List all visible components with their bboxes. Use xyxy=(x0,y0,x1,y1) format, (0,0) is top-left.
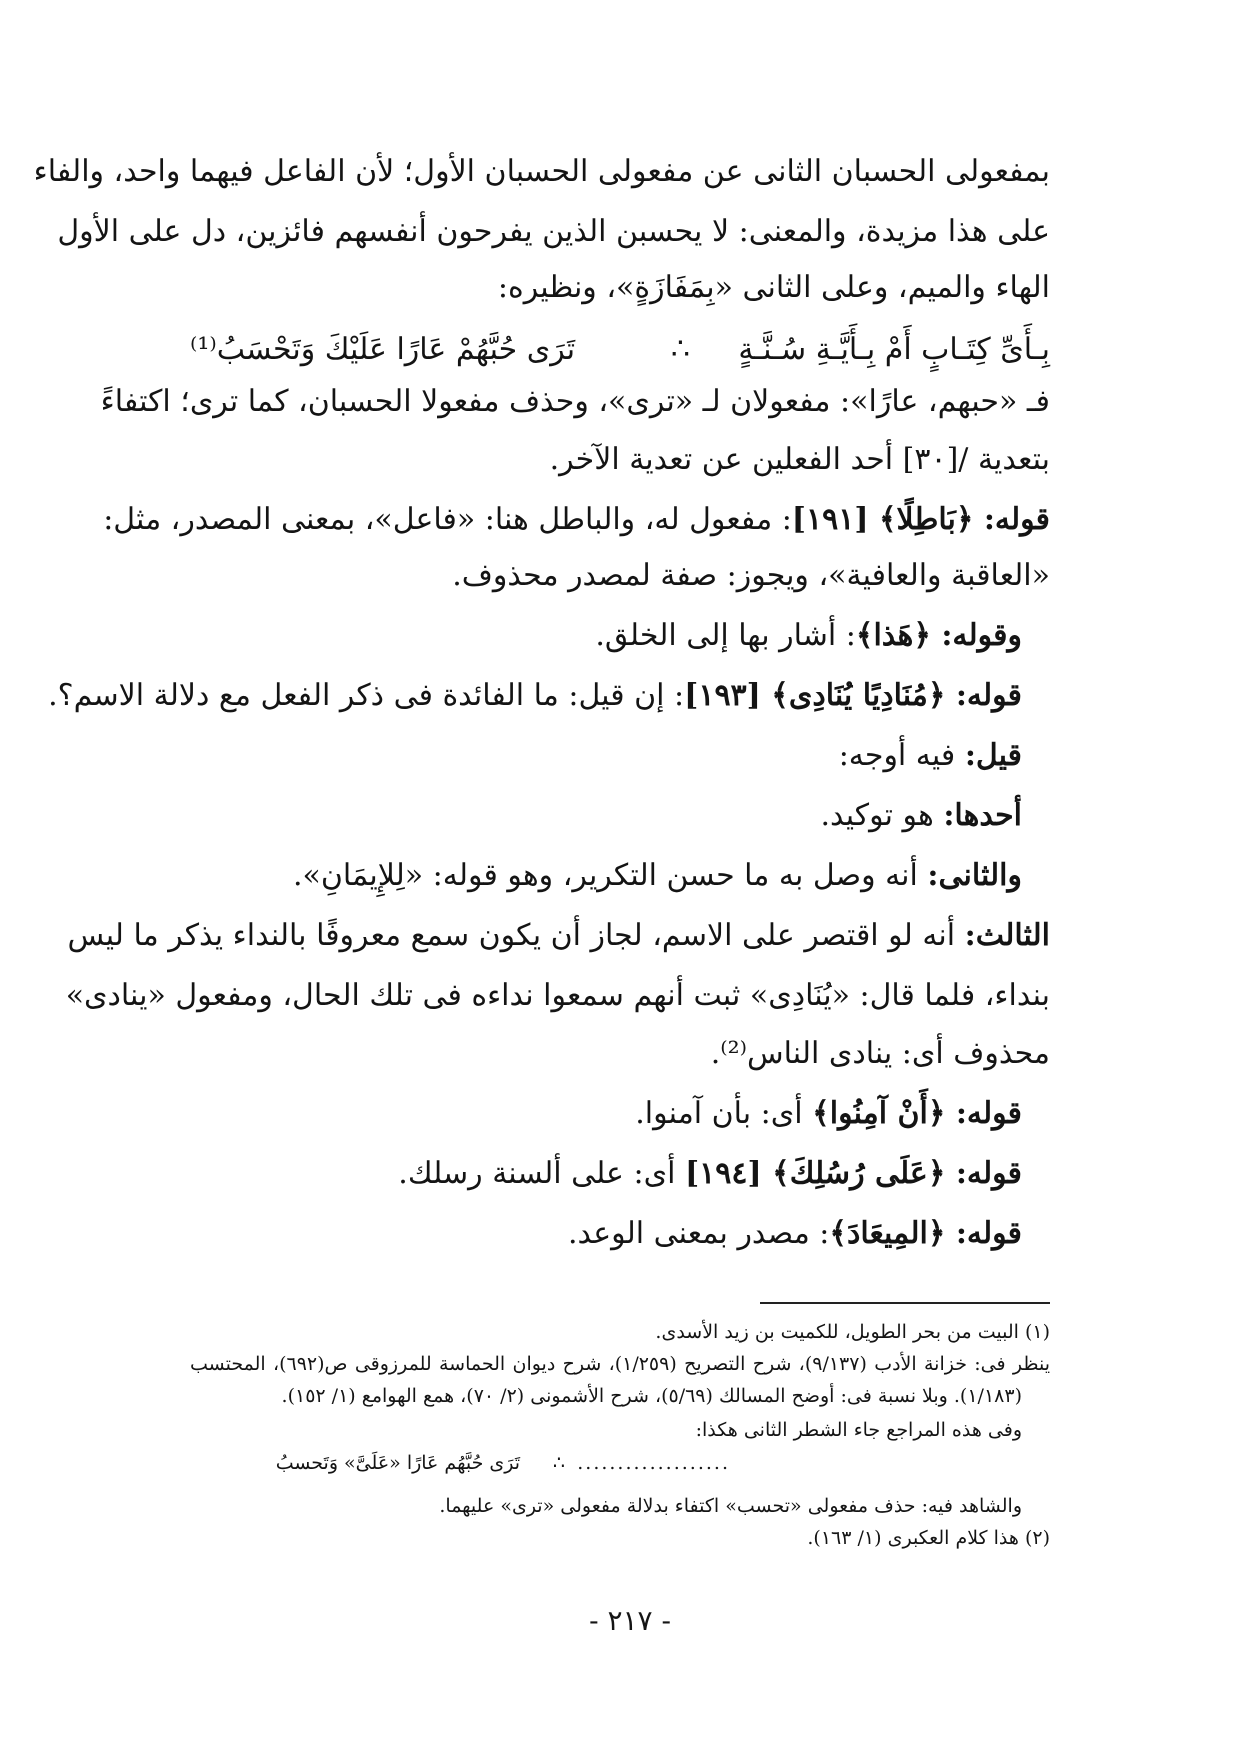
paragraph-text: أى: على ألسنة رسلك. xyxy=(398,1156,685,1191)
keyword: وقوله: ﴿هَذا﴾ xyxy=(855,618,1022,653)
paragraph-aminu xyxy=(162,1094,1022,1134)
paragraph-text: أنه وصل به ما حسن التكرير، وهو قوله: «لِلإِيمَانِ». xyxy=(292,858,928,893)
keyword: قوله: ﴿المِيعَادَ﴾ xyxy=(829,1216,1022,1251)
paragraph-text: أنه لو اقتصر على الاسم، لجاز أن يكون سمع معروفًا بالنداء يذكر ما ليس xyxy=(67,918,965,953)
text-line-2: على هذا مزيدة، والمعنى: لا يحسبن الذين يفرحون أنفسهم فائزين، دل على الأول xyxy=(57,214,1050,249)
paragraph-ahaduha xyxy=(162,796,1022,836)
paragraph-thani xyxy=(162,856,1022,896)
verse-first-hemistich: بِـأَىِّ كِتَـابٍ أَمْ بِـأَيَّـةِ سُـنَّـةٍ xyxy=(738,332,1050,367)
paragraph-batilan xyxy=(103,500,1050,540)
verse-separator: ∴ xyxy=(670,332,690,367)
paragraph-text: فيه أوجه: xyxy=(838,738,965,773)
keyword: قيل: xyxy=(964,738,1022,773)
text-line-1: بمفعولى الحسبان الثانى عن مفعولى الحسبان الأول؛ لأن الفاعل فيهما واحد، والفاء xyxy=(33,154,1050,189)
keyword: قوله: ﴿عَلَى رُسُلِكَ﴾ [١٩٤] xyxy=(684,1156,1022,1191)
footnote-verse-separator: ∴ xyxy=(552,1452,565,1474)
text-line-14: محذوف أى: ينادى الناس⁽²⁾. xyxy=(710,1036,1050,1071)
footnote-verse-dots: ................... xyxy=(577,1452,730,1474)
paragraph-qila xyxy=(162,736,1022,776)
footnote-line-2: ينظر فى: خزانة الأدب (٩/١٣٧)، شرح التصريح (١/٢٥٩)، شرح ديوان الحماسة للمرزوقى ص(٦٩٢)، المحتسب xyxy=(190,1353,1050,1375)
text-line-5: بتعدية /[٣٠] أحد الفعلين عن تعدية الآخر. xyxy=(549,442,1050,477)
keyword: أحدها: xyxy=(943,798,1022,833)
paragraph-munadiyan xyxy=(48,676,1022,716)
paragraph-text: هو توكيد. xyxy=(820,798,944,833)
footnote-verse xyxy=(190,1452,1050,1482)
footnote-2: (٢) هذا كلام العكبرى (١/ ١٦٣). xyxy=(807,1527,1050,1549)
keyword: قوله: ﴿بَاطِلًا﴾ [١٩١] xyxy=(791,502,1050,537)
footnote-verse-hemistich: تَرَى حُبَّهُم عَارًا «عَلَىَّ» وَتَحسبُ xyxy=(275,1452,520,1474)
paragraph-text: : مصدر بمعنى الوعد. xyxy=(567,1216,830,1251)
paragraph-text: : إن قيل: ما الفائدة فى ذكر الفعل مع دلالة الاسم؟. xyxy=(48,678,685,713)
paragraph-text: : مفعول له، والباطل هنا: «فاعل»، بمعنى المصدر، مثل: xyxy=(103,502,792,537)
keyword: الثالث: xyxy=(964,918,1050,953)
paragraph-text: أى: بأن آمنوا. xyxy=(635,1096,813,1131)
keyword: والثانى: xyxy=(927,858,1022,893)
text-line-7: «العاقبة والعافية»، ويجوز: صفة لمصدر محذوف. xyxy=(452,558,1050,593)
verse-second-hemistich: تَرَى حُبَّهُمْ عَارًا عَلَيْكَ وَتَحْسَبُ⁽¹⁾ xyxy=(190,332,576,367)
keyword: قوله: ﴿مُنَادِيًا يُنَادِى﴾ [١٩٣] xyxy=(684,678,1022,713)
poetry-verse xyxy=(190,328,1050,376)
footnote-1: (١) البيت من بحر الطويل، للكميت بن زيد الأسدى. xyxy=(655,1321,1050,1343)
paragraph-miad xyxy=(162,1214,1022,1254)
text-line-13: بنداء، فلما قال: «يُنَادِى» ثبت أنهم سمعوا نداءه فى تلك الحال، ومفعول «ينادى» xyxy=(65,978,1050,1013)
keyword: قوله: ﴿أَنْ آمِنُوا﴾ xyxy=(812,1096,1022,1131)
paragraph-text: : أشار بها إلى الخلق. xyxy=(595,618,856,653)
text-line-3: الهاء والميم، وعلى الثانى «بِمَفَازَةٍ»، ونظيره: xyxy=(497,270,1050,305)
footnote-line-4: وفى هذه المراجع جاء الشطر الثانى هكذا: xyxy=(695,1419,1022,1441)
footnote-divider xyxy=(760,1302,1050,1304)
text-line-4: فـ «حبهم، عارًا»: مفعولان لـ «ترى»، وحذف مفعولا الحسبان، كما ترى؛ اكتفاءً xyxy=(100,384,1050,419)
page-number: - ٢١٧ - xyxy=(589,1604,671,1637)
paragraph-hadha xyxy=(162,616,1022,656)
paragraph-thalith xyxy=(67,916,1050,956)
paragraph-rusulika xyxy=(162,1154,1022,1194)
footnote-line-6: والشاهد فيه: حذف مفعولى «تحسب» اكتفاء بدلالة مفعولى «ترى» عليهما. xyxy=(439,1495,1022,1517)
footnote-line-3: (١/١٨٣). وبلا نسبة فى: أوضح المسالك (٥/٦٩)، شرح الأشمونى (٢/ ٧٠)، همع الهوامع (١/ ١٥٢). xyxy=(281,1385,1022,1407)
